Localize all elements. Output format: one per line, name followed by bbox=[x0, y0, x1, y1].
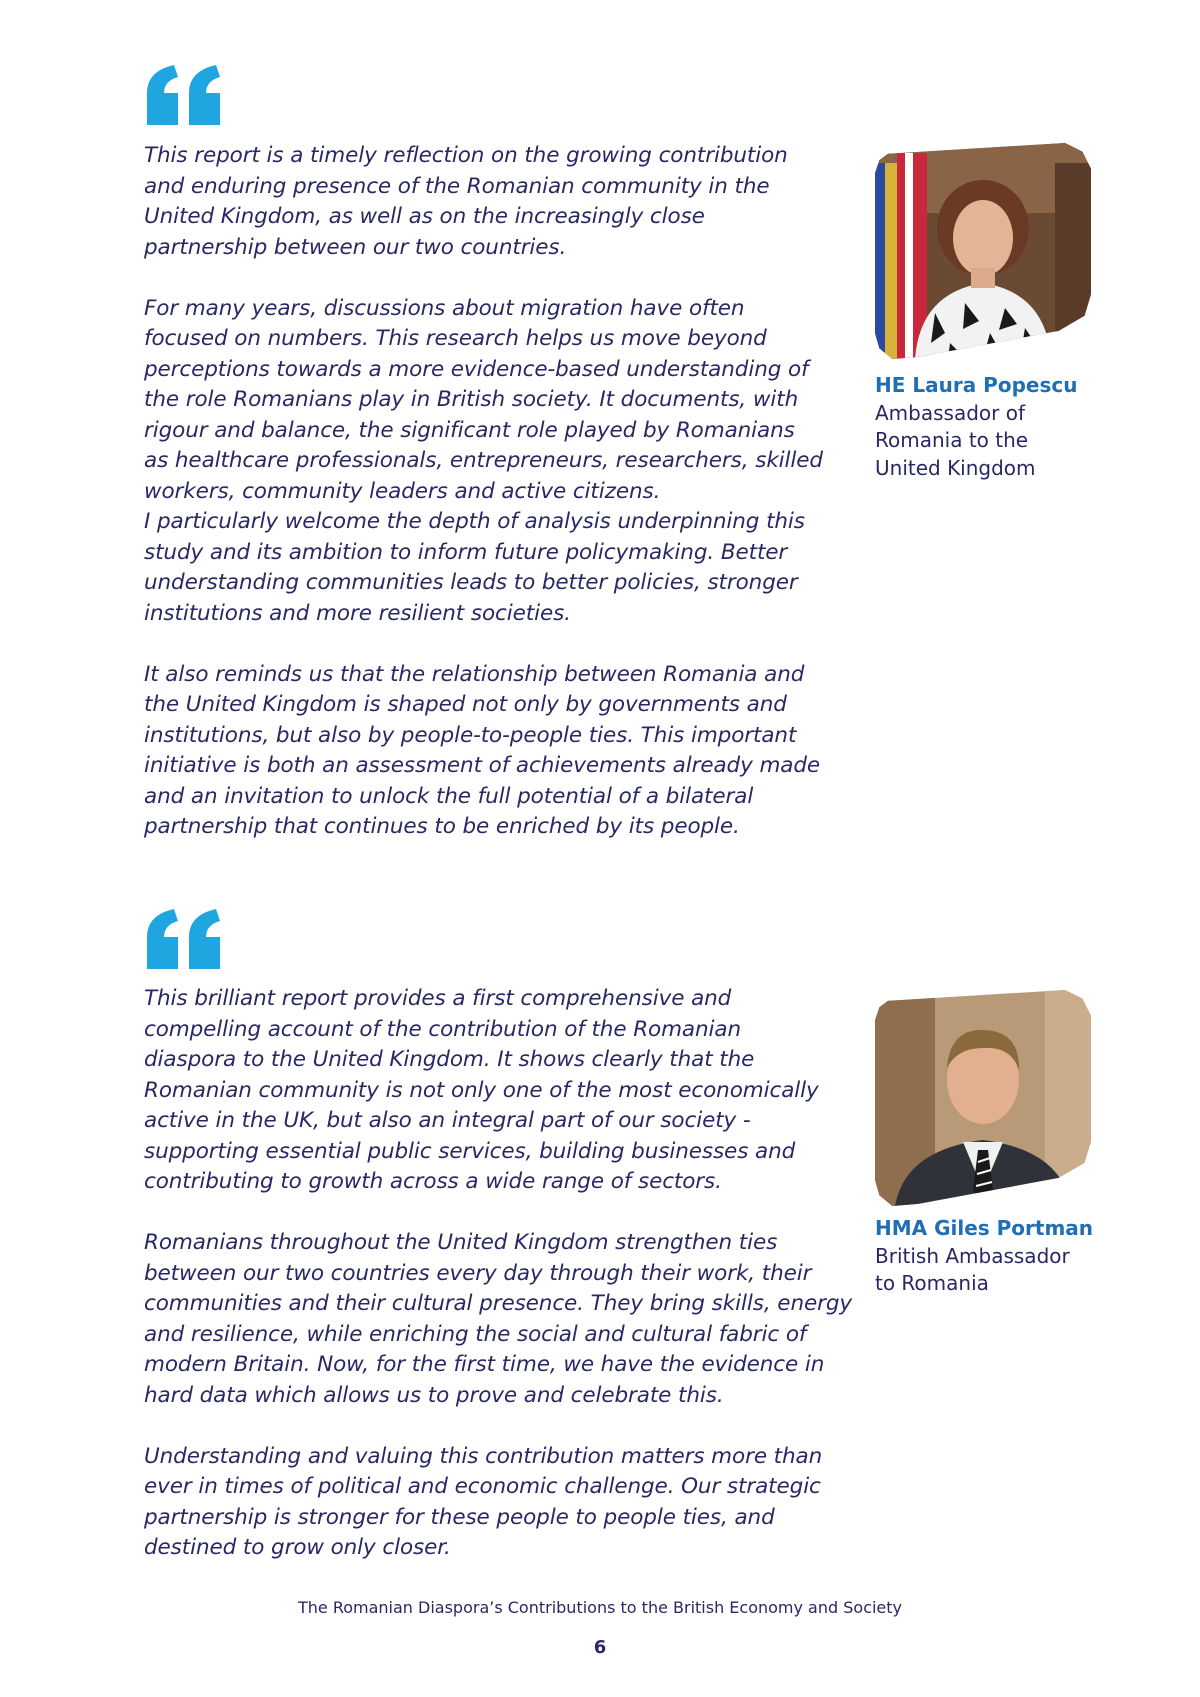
quote-paragraph: Understanding and valuing this contribution matters more than ever in times of political and economic challenge. Our strategic partnership is stronger for these people to people ties, and destined to grow only closer. bbox=[144, 1443, 823, 1560]
quote-body-portman bbox=[144, 984, 874, 1594]
speaker-role: British Ambassador to Romania bbox=[875, 1243, 1070, 1295]
quote-mark-icon bbox=[144, 907, 224, 973]
quote-paragraph: This brilliant report provides a first comprehensive and compelling account of the contribution of the Romanian diaspora to the United Kingdom. It shows clearly that the Romanian community is not only one of the most economically active in the UK, but also an integral part of our society - supporting essential public services, building businesses and contributing to growth across a wide range of sectors. bbox=[144, 986, 819, 1194]
quote-body-popescu bbox=[144, 141, 874, 873]
portrait-giles-portman bbox=[875, 990, 1091, 1206]
attribution-portman bbox=[875, 1215, 1115, 1298]
quote-paragraph: This report is a timely reflection on the growing contribution and enduring presence of the Romanian community in the United Kingdom, as well as on the increasingly close partnership between our two countries. bbox=[144, 143, 788, 260]
quote-paragraph: For many years, discussions about migration have often focused on numbers. This research helps us move beyond perceptions towards a more evidence-based understanding of the role Romanians play in British society. It documents, with rigour and balance, the significant role played by Romanians as healthcare professionals, entrepreneurs, researchers, skilled workers, community leaders and active citizens. bbox=[144, 295, 823, 504]
quote-paragraph: It also reminds us that the relationship between Romania and the United Kingdom is shaped not only by governments and institutions, but also by people-to-people ties. This important initiative is both an assessment of achievements already made and an invitation to unlock the full potential of a bilateral partnership that continues to be enriched by its people. bbox=[144, 661, 821, 839]
footer-title: The Romanian Diaspora’s Contributions to the British Economy and Society bbox=[297, 1598, 903, 1617]
quote-mark-icon bbox=[144, 63, 224, 129]
portrait-laura-popescu bbox=[875, 143, 1091, 359]
attribution-popescu bbox=[875, 372, 1115, 482]
quote-paragraph: I particularly welcome the depth of analysis underpinning this study and its ambition to inform future policymaking. Better understanding communities leads to better policies, stronger institutions and more resilient societies. bbox=[144, 509, 805, 626]
speaker-name: HE Laura Popescu bbox=[875, 373, 1078, 397]
speaker-name: HMA Giles Portman bbox=[875, 1216, 1094, 1240]
page-number: 6 bbox=[593, 1637, 607, 1658]
speaker-role: Ambassador of Romania to the United Kingdom bbox=[875, 400, 1036, 480]
quote-paragraph: Romanians throughout the United Kingdom strengthen ties between our two countries every day through their work, their communities and their cultural presence. They bring skills, energy and resilience, while enriching the social and cultural fabric of modern Britain. Now, for the first time, we have the evidence in hard data which allows us to prove and celebrate this. bbox=[144, 1230, 853, 1408]
